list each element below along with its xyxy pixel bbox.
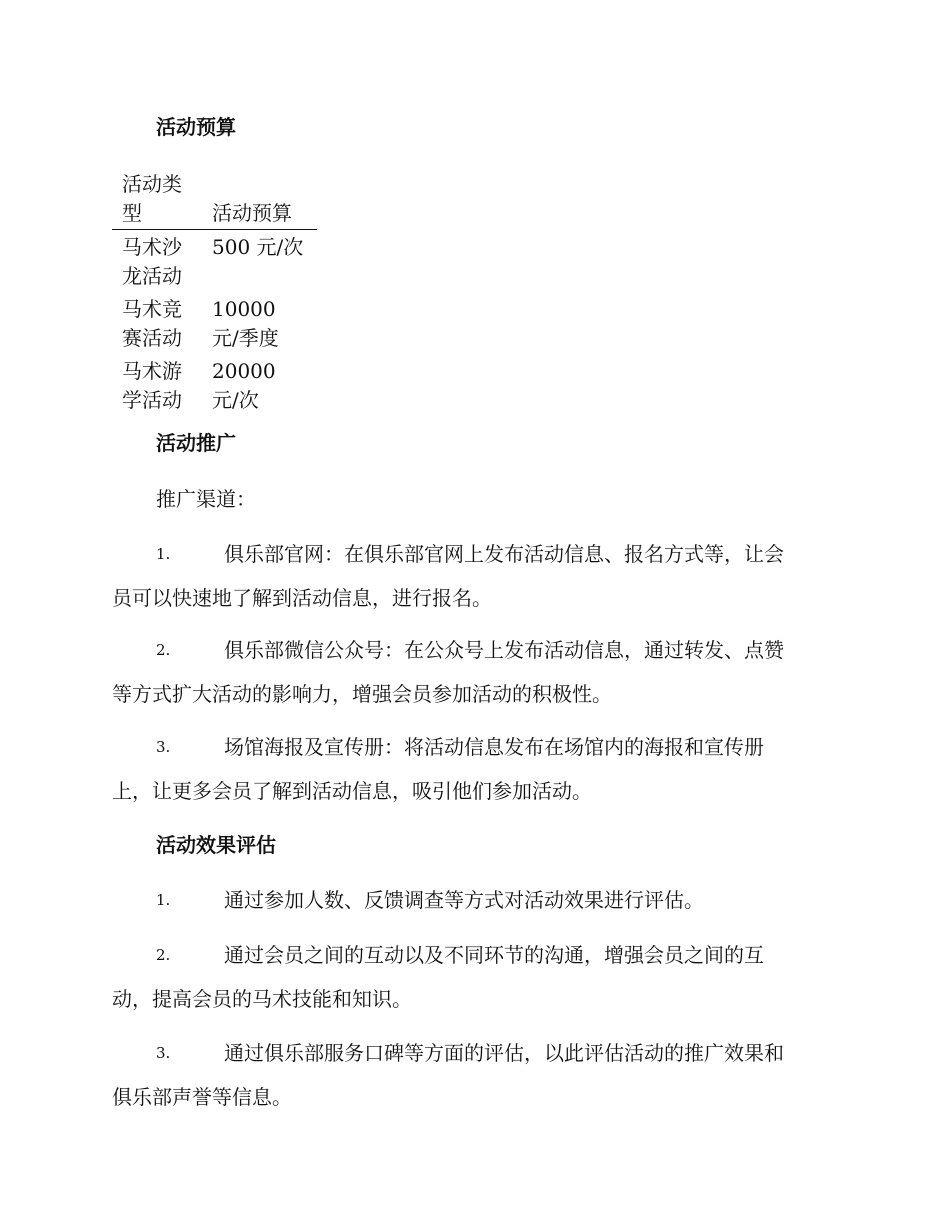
table-cell-type: 马术竞 [122,297,182,321]
table-header-type-line1: 活动类 [122,172,182,196]
table-cell-budget [212,357,276,415]
table-header-type-line2: 型 [122,201,142,225]
table-header-rule [112,229,317,230]
list-text-line: 上，让更多会员了解到活动信息，吸引他们参加活动。 [112,779,592,803]
table-cell-type: 学活动 [122,388,182,412]
table-cell-budget-line: 500 元/次 [212,235,304,259]
list-number: 3. [156,738,171,756]
table-row [122,295,182,353]
table-cell-type: 马术游 [122,359,182,383]
list-number: 2. [156,946,171,964]
table-cell-budget [212,295,279,353]
list-number: 2. [156,641,171,659]
table-header-type [122,170,182,228]
table-cell-budget-line: 元/季度 [212,326,279,350]
section-heading-budget: 活动预算 [156,115,236,139]
list-text-line: 通过参加人数、反馈调查等方式对活动效果进行评估。 [224,888,704,912]
list-text-line: 员可以快速地了解到活动信息，进行报名。 [112,586,492,610]
table-cell-budget-line: 元/次 [212,388,259,412]
table-header-budget [212,199,292,228]
list-text-line: 等方式扩大活动的影响力，增强会员参加活动的积极性。 [112,682,612,706]
table-row [122,233,182,291]
table-cell-type: 龙活动 [122,264,182,288]
list-text-line: 俱乐部官网：在俱乐部官网上发布活动信息、报名方式等，让会 [224,542,784,566]
list-text-line: 俱乐部声誉等信息。 [112,1085,292,1109]
table-row [122,357,182,415]
list-number: 1. [156,545,171,563]
table-header-budget-line1: 活动预算 [212,201,292,225]
list-text-line: 动，提高会员的马术技能和知识。 [112,987,412,1011]
table-cell-budget-line: 10000 [212,297,276,321]
section-heading-promotion: 活动推广 [156,431,236,455]
list-text-line: 通过俱乐部服务口碑等方面的评估，以此评估活动的推广效果和 [224,1041,784,1065]
list-number: 1. [156,891,171,909]
table-cell-type: 马术沙 [122,235,182,259]
list-text-line: 俱乐部微信公众号：在公众号上发布活动信息，通过转发、点赞 [224,638,784,662]
list-text-line: 通过会员之间的互动以及不同环节的沟通，增强会员之间的互 [224,943,764,967]
table-cell-budget-line: 20000 [212,359,276,383]
list-text-line: 场馆海报及宣传册：将活动信息发布在场馆内的海报和宣传册 [224,735,764,759]
table-cell-budget [212,233,303,262]
promotion-intro: 推广渠道： [156,487,256,511]
list-number: 3. [156,1044,171,1062]
section-heading-evaluation: 活动效果评估 [156,833,276,857]
table-cell-type: 赛活动 [122,326,182,350]
